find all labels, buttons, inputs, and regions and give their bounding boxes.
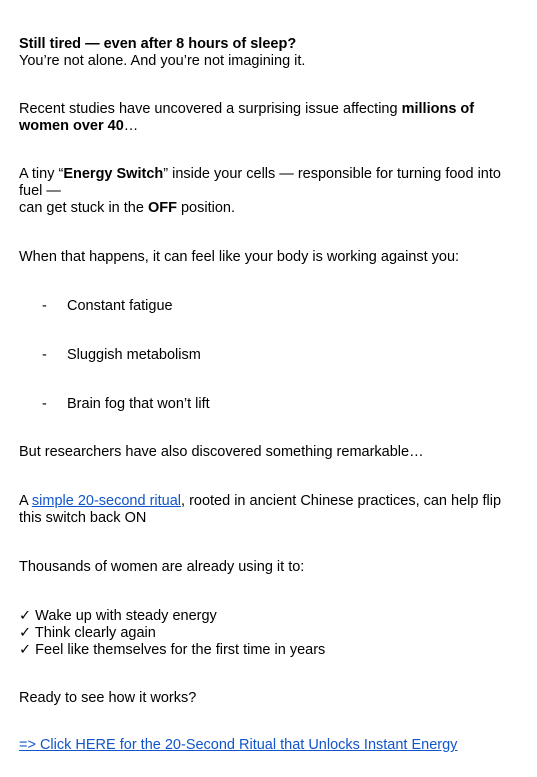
benefit-item: ✓ Wake up with steady energy <box>19 608 217 624</box>
list-item-text: Brain fog that won’t lift <box>67 396 210 412</box>
list-dash: - <box>42 347 47 363</box>
off-bold: OFF <box>147 200 177 216</box>
list-item-text: Constant fatigue <box>67 298 173 314</box>
ready-paragraph: Ready to see how it works? <box>19 690 197 706</box>
switch-line-2 <box>19 200 517 217</box>
list-item-text: Sluggish metabolism <box>67 347 201 363</box>
list-item <box>42 396 512 413</box>
switch-line-1 <box>19 166 517 200</box>
ritual-link[interactable]: simple 20-second ritual <box>31 493 182 509</box>
cta-paragraph <box>19 737 517 754</box>
headline-subtitle: You’re not alone. And you’re not imagining it. <box>19 53 306 69</box>
benefit-item: ✓ Feel like themselves for the first time in years <box>19 642 326 658</box>
studies-paragraph <box>19 101 517 135</box>
studies-ellipsis: … <box>123 118 139 134</box>
ritual-paragraph <box>19 493 517 527</box>
switch-text-1: A tiny “ <box>19 166 64 182</box>
energy-switch-bold: Energy Switch <box>63 166 164 182</box>
headline-title: Still tired — even after 8 hours of sleep? <box>19 36 297 52</box>
thousands-paragraph: Thousands of women are already using it to: <box>19 559 305 575</box>
headline-block <box>19 36 517 70</box>
ritual-text-after: , rooted in ancient Chinese practices, can help flip this switch back ON <box>19 493 502 526</box>
list-dash: - <box>42 396 47 412</box>
switch-text-2: ” inside your cells — responsible for turning food into fuel — <box>19 166 501 199</box>
ritual-text-before: A <box>19 493 32 509</box>
list-item <box>42 347 512 364</box>
researchers-paragraph: But researchers have also discovered something remarkable… <box>19 444 424 460</box>
list-dash: - <box>42 298 47 314</box>
switch-paragraph <box>19 166 517 217</box>
studies-text: Recent studies have uncovered a surprising issue affecting <box>19 101 402 117</box>
happens-paragraph: When that happens, it can feel like your body is working against you: <box>19 249 460 265</box>
switch-text-4: position. <box>176 200 236 216</box>
benefit-item: ✓ Think clearly again <box>19 625 156 641</box>
switch-text-3: can get stuck in the <box>19 200 148 216</box>
cta-link[interactable]: => Click HERE for the 20-Second Ritual that Unlocks Instant Energy <box>19 737 458 753</box>
benefits-list <box>19 608 517 659</box>
studies-bold-text: millions of women over 40 <box>19 101 475 134</box>
list-item <box>42 298 512 315</box>
